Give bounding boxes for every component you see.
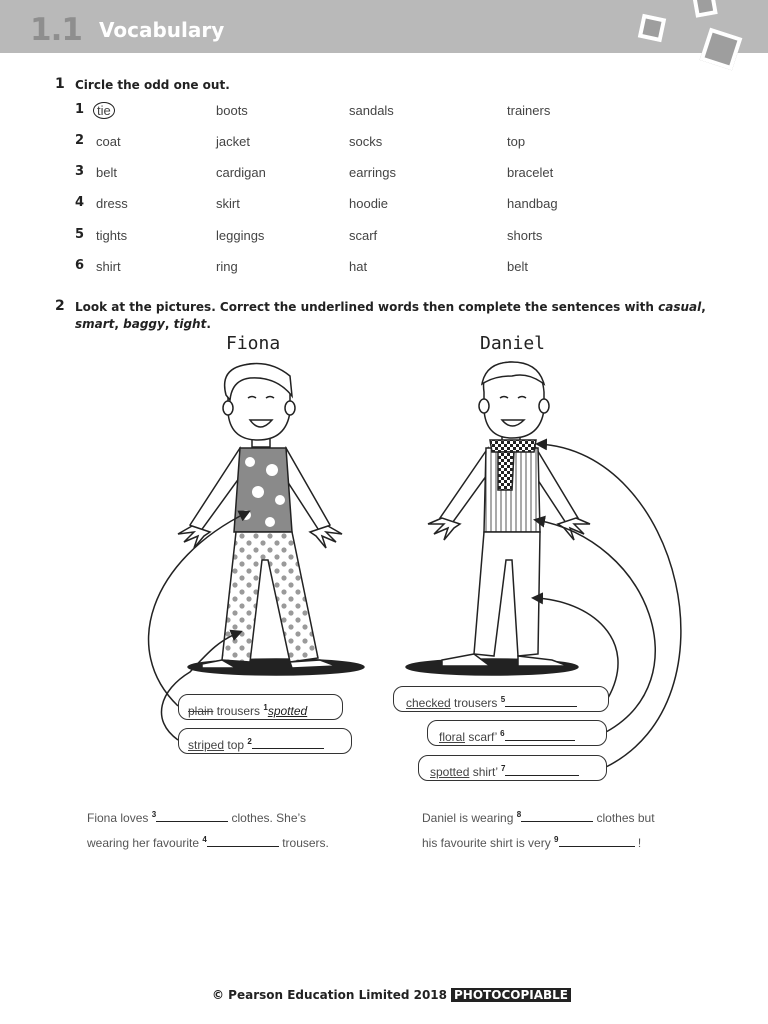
unit-title: Vocabulary bbox=[99, 18, 225, 42]
word-option[interactable]: sandals bbox=[349, 103, 394, 118]
word-option[interactable]: scarf bbox=[349, 228, 378, 243]
word-option[interactable]: ring bbox=[216, 259, 238, 274]
daniel-name: Daniel bbox=[480, 333, 546, 354]
word-option[interactable]: socks bbox=[349, 134, 383, 149]
exercise-1-instruction: Circle the odd one out. bbox=[75, 78, 230, 92]
answer-blank[interactable] bbox=[521, 809, 593, 822]
word-option[interactable]: shorts bbox=[507, 228, 543, 243]
row-number: 4 bbox=[75, 195, 85, 210]
daniel-label-scarf[interactable]: floral scarf’ $^6$ bbox=[427, 720, 607, 746]
answer-blank[interactable] bbox=[207, 834, 279, 847]
word-option[interactable]: belt bbox=[96, 165, 117, 180]
answer-blank[interactable] bbox=[505, 763, 579, 776]
word-option[interactable]: boots bbox=[216, 103, 248, 118]
answer-blank[interactable] bbox=[156, 809, 228, 822]
word-option[interactable]: belt bbox=[507, 259, 528, 274]
fiona-label-trousers: plain trousers $^1$spotted bbox=[178, 694, 343, 720]
example-answer: spotted bbox=[267, 704, 308, 718]
word-option[interactable]: hat bbox=[349, 259, 368, 274]
answer-blank[interactable] bbox=[505, 694, 577, 707]
row-number: 2 bbox=[75, 133, 85, 148]
word-option[interactable]: top bbox=[507, 134, 526, 149]
exercise-2-number: 2 bbox=[55, 298, 65, 314]
answer-blank[interactable] bbox=[505, 728, 575, 741]
copyright-text: © Pearson Education Limited 2018 bbox=[212, 988, 448, 1002]
word-option[interactable]: hoodie bbox=[349, 196, 389, 211]
word-option[interactable]: bracelet bbox=[507, 165, 554, 180]
word-option[interactable]: skirt bbox=[216, 196, 240, 211]
word-option[interactable]: earrings bbox=[349, 165, 396, 180]
word-option[interactable]: coat bbox=[96, 134, 121, 149]
answer-blank[interactable] bbox=[559, 834, 635, 847]
word-option[interactable]: tights bbox=[96, 228, 128, 243]
row-number: 6 bbox=[75, 258, 85, 273]
daniel-label-trousers[interactable]: checked trousers $^5$ bbox=[393, 686, 609, 712]
row-number: 5 bbox=[75, 227, 85, 242]
word-option[interactable]: handbag bbox=[507, 196, 558, 211]
word-option[interactable]: trainers bbox=[507, 103, 551, 118]
footer bbox=[212, 988, 571, 1002]
exercise-2-instruction: Look at the pictures. Correct the underlined words then complete the sentences with casual, smart, baggy, tight. bbox=[75, 300, 706, 331]
fiona-figure bbox=[178, 364, 364, 675]
unit-number: 1.1 bbox=[30, 12, 82, 48]
fiona-label-top[interactable]: striped top $^2$ bbox=[178, 728, 352, 754]
word-option[interactable]: leggings bbox=[216, 228, 265, 243]
word-option[interactable]: cardigan bbox=[216, 165, 266, 180]
fiona-sentence: Fiona loves $^3$ clothes. She’s wearing her favourite $^4$ trousers. bbox=[87, 810, 329, 850]
row-number: 3 bbox=[75, 164, 85, 179]
word-option[interactable]: shirt bbox=[96, 259, 121, 274]
word-option[interactable]: dress bbox=[96, 196, 128, 211]
photocopiable-badge: PHOTOCOPIABLE bbox=[451, 988, 571, 1002]
row-number: 1 bbox=[75, 102, 85, 117]
daniel-sentence: Daniel is wearing $^8$ clothes but his favourite shirt is very $^9$ ! bbox=[422, 810, 655, 850]
exercise-1-number: 1 bbox=[55, 76, 65, 92]
circled-answer: tie bbox=[93, 102, 115, 119]
daniel-figure bbox=[406, 362, 590, 675]
fiona-name: Fiona bbox=[226, 333, 281, 354]
daniel-label-shirt[interactable]: spotted shirt’ $^7$ bbox=[418, 755, 607, 781]
answer-blank[interactable] bbox=[252, 736, 324, 749]
word-option[interactable]: jacket bbox=[216, 134, 250, 149]
